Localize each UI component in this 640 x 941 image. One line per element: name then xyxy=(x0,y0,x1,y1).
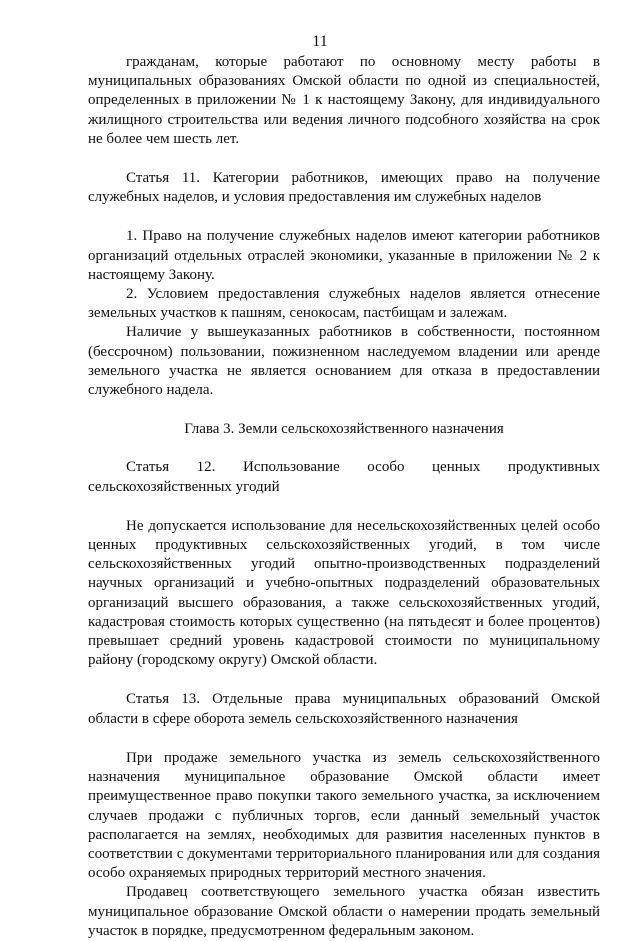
article-11-paragraph-3: Наличие у вышеуказанных работников в собственности, постоянном (бессрочном) пользовании, пожизненном наследуемом владении или аренде земельного участка не является основанием для отказа в предоставлении служебного надела. xyxy=(88,324,600,399)
article-11-clause-1: 1. Право на получение служебных наделов имеют категории работников организаций отдельных отраслей экономики, указанные в приложении № 2 к настоящему Закону. xyxy=(88,228,600,283)
page-number: 11 xyxy=(312,33,328,50)
paragraph-continuation: гражданам, которые работают по основному месту работы в муниципальных образованиях Омской области по одной из специальностей, определенных в приложении № 1 к настоящему Закону, для индивидуального жилищного строительства или ведения личного подсобного хозяйства на срок не более чем шесть лет. xyxy=(88,54,600,147)
article-12-paragraph: Не допускается использование для несельскохозяйственных целей особо ценных продуктивных сельскохозяйственных угодий, в том числе сельскохозяйственных угодий опытно-производственных подразделений научных организаций и учебно-опытных подразделений образовательных организаций высшего образования, а также сельскохозяйственных угодий, кадастровая стоимость которых существенно (на пятьдесят и более процентов) превышает средний уровень кадастровой стоимости по муниципальному району (городскому округу) Омской области. xyxy=(88,517,600,669)
article-13-paragraph-1: При продаже земельного участка из земель сельскохозяйственного назначения муниципальное образование Омской области имеет преимущественное право покупки такого земельного участка, за исключением случаев продажи с публичных торгов, если данный земельный участок располагается на землях, необходимых для развития населенных пунктов в соответствии с документами территориального планирования или для создания особо охраняемых природных территорий местного значения. xyxy=(88,749,600,882)
article-11-title: Статья 11. Категории работников, имеющих право на получение служебных наделов, и условия предоставления им служебных наделов xyxy=(88,170,600,206)
chapter-3-heading: Глава 3. Земли сельскохозяйственного назначения xyxy=(184,421,504,438)
document-body xyxy=(88,53,600,941)
article-13-paragraph-2: Продавец соответствующего земельного участка обязан известить муниципальное образование Омской области о намерении продать земельный участок в порядке, предусмотренном федеральным законом. xyxy=(88,884,600,939)
article-11-clause-2: 2. Условием предоставления служебных наделов является отнесение земельных участков к пашням, сенокосам, пастбищам и залежам. xyxy=(88,286,600,322)
article-12-title: Статья 12. Использование особо ценных продуктивных сельскохозяйственных угодий xyxy=(88,459,600,495)
article-13-title: Статья 13. Отдельные права муниципальных образований Омской области в сфере оборота земель сельскохозяйственного назначения xyxy=(88,691,600,727)
